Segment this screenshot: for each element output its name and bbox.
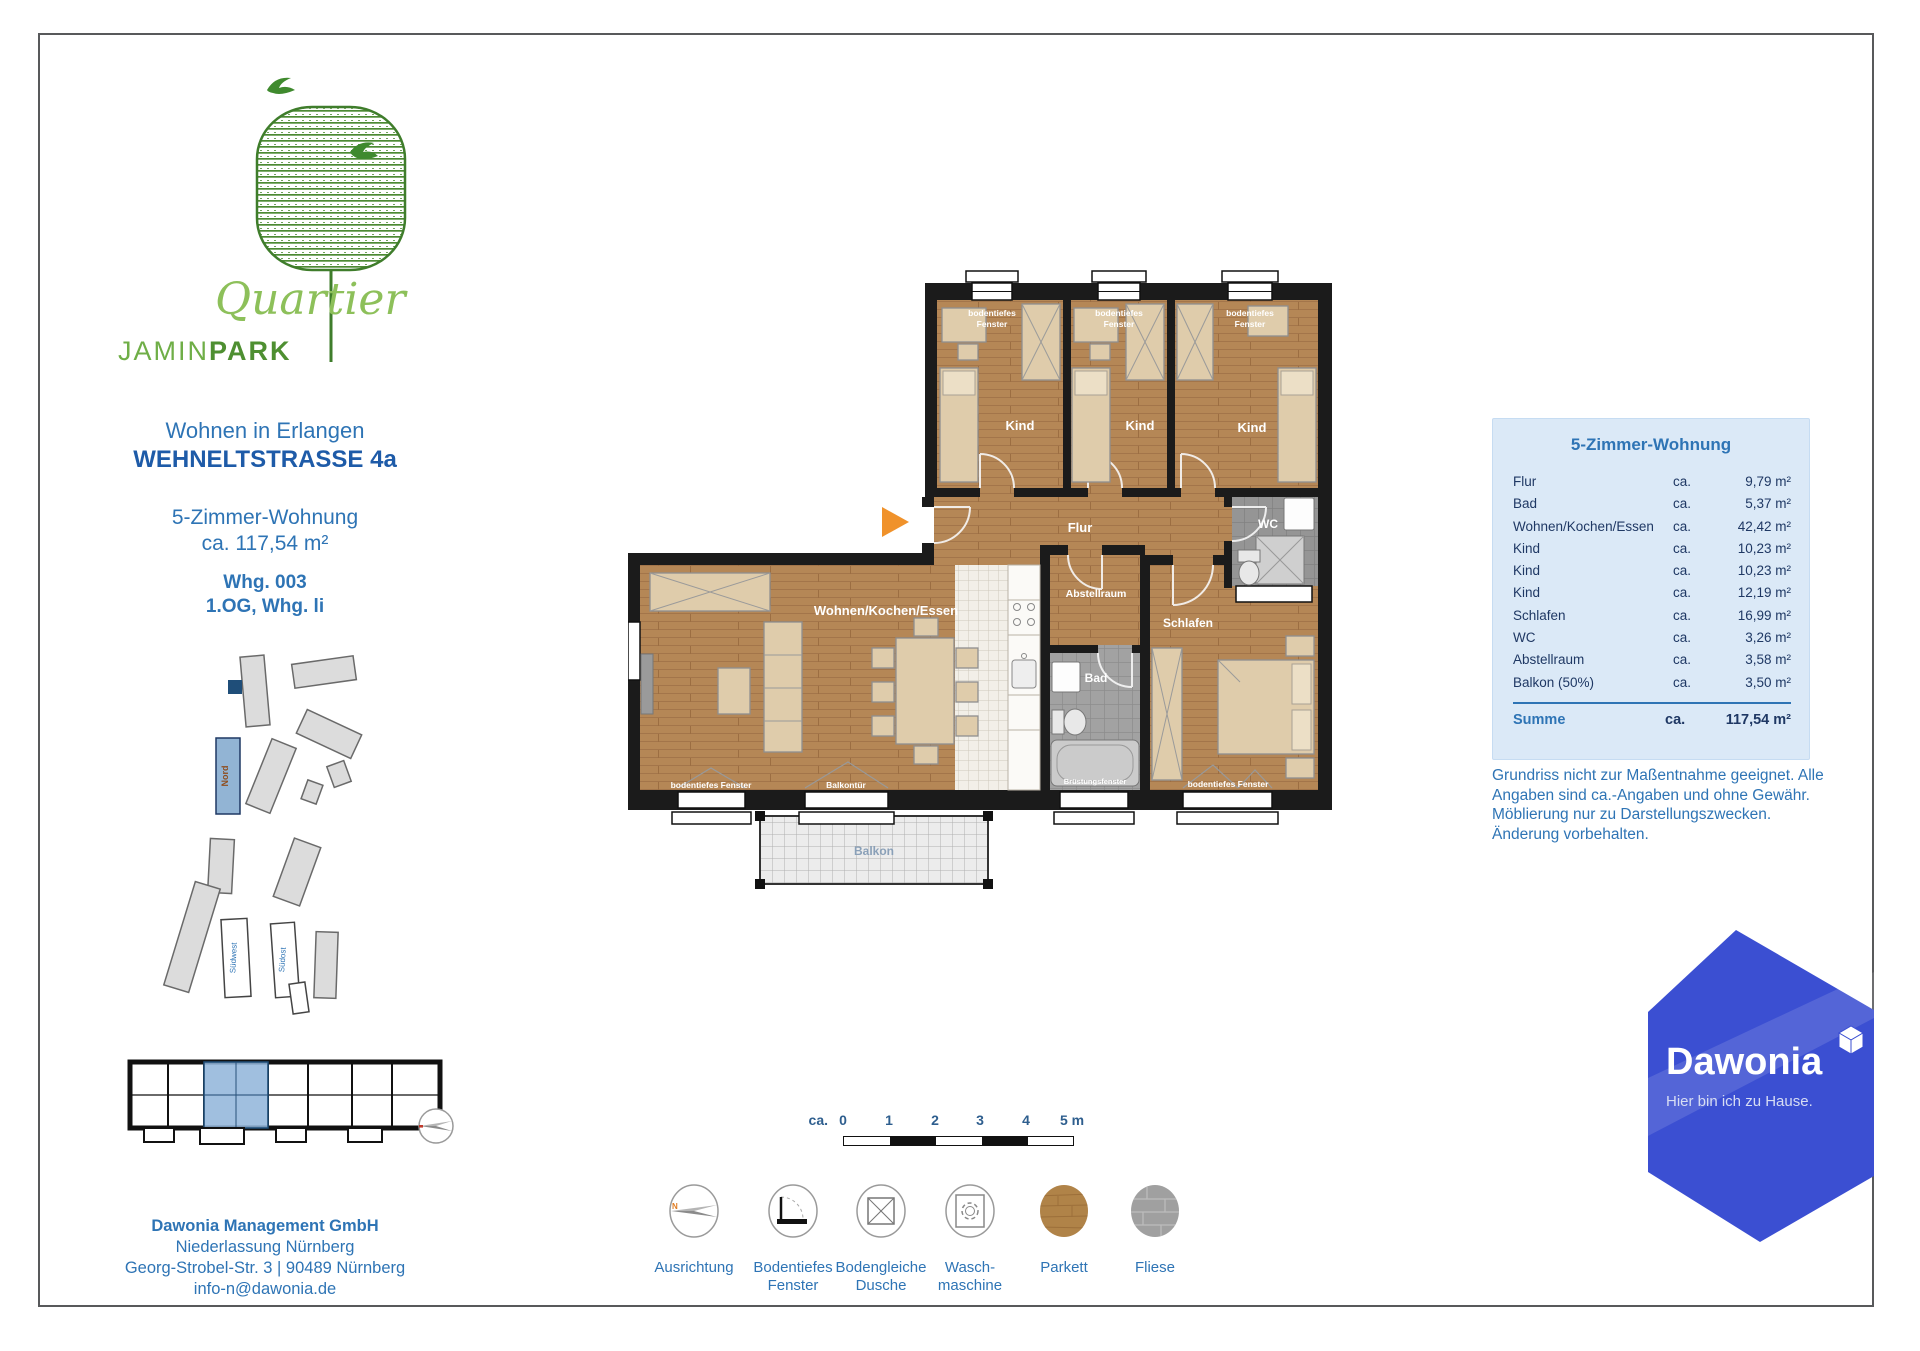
site-building-nord xyxy=(216,738,240,814)
table-row: Wohnen/Kochen/Essen ca. 42,42 m² xyxy=(1513,518,1791,534)
brand-name: Dawonia xyxy=(1666,1041,1823,1083)
branch-name: Niederlassung Nürnberg xyxy=(175,1238,355,1256)
dawonia-logo xyxy=(1648,926,1874,1242)
legend-item-bodentiefes-fenster: Bodentiefes Fenster xyxy=(733,1184,853,1295)
window-note: Balkontür xyxy=(826,780,866,790)
window-note: bodentiefes xyxy=(1226,308,1274,318)
window-note: Brüstungsfenster xyxy=(1063,777,1127,786)
logo-word-jamin: JAMIN xyxy=(118,336,209,366)
apartment-type: 5-Zimmer-Wohnung xyxy=(171,506,359,529)
legend-item-waschmaschine: Wasch- maschine xyxy=(910,1184,1030,1295)
window-note: bodentiefes xyxy=(1095,308,1143,318)
site-label-nord: Nord xyxy=(220,765,230,787)
svg-text:N: N xyxy=(672,1202,678,1211)
building-floor-overview xyxy=(100,1056,470,1148)
table-sum-row: Summe ca. 117,54 m² xyxy=(1513,711,1791,728)
room-label-flur: Flur xyxy=(1067,520,1093,535)
window-note: bodentiefes Fenster xyxy=(1187,779,1269,789)
scale-bar xyxy=(843,1136,1074,1146)
legend-item-bodengleiche-dusche: Bodengleiche Dusche xyxy=(821,1184,941,1295)
scalebar-tick: 0 xyxy=(839,1112,847,1128)
company-email: info-n@dawonia.de xyxy=(193,1280,337,1298)
floor-plan xyxy=(628,270,1338,890)
room-label-kind-3: Kind xyxy=(1237,420,1267,435)
room-label-abstellraum: Abstellraum xyxy=(1065,588,1127,600)
floor-info: 1.OG, Whg. li xyxy=(205,596,325,617)
table-row: Kind ca. 10,23 m² xyxy=(1513,563,1791,579)
table-row: Bad ca. 5,37 m² xyxy=(1513,496,1791,512)
legend-item-parkett: Parkett xyxy=(1004,1184,1124,1277)
window-note: bodentiefes xyxy=(968,308,1016,318)
window-note: Fenster xyxy=(976,319,1008,329)
site-marker-square xyxy=(228,680,242,694)
legend-item-ausrichtung: N Ausrichtung xyxy=(634,1184,754,1277)
site-label-suedwest: Südwest xyxy=(228,942,239,974)
scalebar-tick: 5 m xyxy=(1059,1112,1085,1128)
site-label-suedost: Südost xyxy=(277,947,288,973)
room-label-wc: WC xyxy=(1258,517,1278,531)
logo-script-text: Quartier xyxy=(215,274,406,325)
room-label-kind-2: Kind xyxy=(1125,418,1155,433)
room-label-kind-1: Kind xyxy=(1005,418,1035,433)
scalebar-tick: 4 xyxy=(1022,1112,1030,1128)
table-row: WC ca. 3,26 m² xyxy=(1513,630,1791,646)
shower-icon xyxy=(855,1184,907,1238)
area-table-title: 5-Zimmer-Wohnung xyxy=(1570,435,1732,454)
window-note: Fenster xyxy=(1234,319,1266,329)
disclaimer: Grundriss nicht zur Maßentnahme geeignet. Alle Angaben sind ca.-Angaben und ohne Gewähr. Möblierung nur zu Darstellungszwecken. Änderung vorbehalten. xyxy=(1492,767,1824,843)
room-label-wohnen: Wohnen/Kochen/Essen xyxy=(813,603,959,618)
table-row: Flur ca. 9,79 m² xyxy=(1513,474,1791,489)
scalebar-prefix: ca. xyxy=(808,1112,828,1128)
company-name: Dawonia Management GmbH xyxy=(151,1217,379,1235)
brand-tagline: Hier bin ich zu Hause. xyxy=(1666,1093,1813,1110)
logo-word-text xyxy=(118,336,338,367)
table-row: Balkon (50%) ca. 3,50 m² xyxy=(1513,674,1791,690)
table-row: Kind ca. 12,19 m² xyxy=(1513,585,1791,601)
entrance-arrow-icon xyxy=(882,507,909,537)
mini-compass-icon xyxy=(419,1109,453,1143)
bird-icon xyxy=(267,78,295,94)
intro-block xyxy=(95,418,435,618)
street-name: WEHNELTSTRASSE 4a xyxy=(133,446,397,473)
legend-item-fliese: Fliese xyxy=(1095,1184,1215,1277)
table-row: Kind ca. 10,23 m² xyxy=(1513,540,1791,556)
table-row: Schlafen ca. 16,99 m² xyxy=(1513,607,1791,623)
floor-window-icon xyxy=(767,1184,819,1238)
washing-machine-icon xyxy=(944,1184,996,1238)
scalebar-tick: 3 xyxy=(976,1112,984,1128)
room-label-schlafen: Schlafen xyxy=(1162,616,1214,630)
window-note: bodentiefes Fenster xyxy=(670,780,752,790)
logo-word-park: PARK xyxy=(209,336,292,366)
scalebar-tick: 1 xyxy=(885,1112,893,1128)
scalebar-tick: 2 xyxy=(931,1112,939,1128)
apartment-area: ca. 117,54 m² xyxy=(201,532,329,555)
site-plan xyxy=(150,648,400,1038)
kitchen-counter xyxy=(1008,565,1040,790)
site-building-suedwest xyxy=(221,918,251,997)
room-label-bad: Bad xyxy=(1084,671,1108,685)
address-block xyxy=(95,1216,435,1300)
area-table xyxy=(1492,418,1810,760)
table-row: Abstellraum ca. 3,58 m² xyxy=(1513,652,1791,668)
city-line: Wohnen in Erlangen xyxy=(165,418,365,443)
room-label-balkon: Balkon xyxy=(853,844,895,858)
parquet-swatch xyxy=(1038,1184,1090,1238)
compass-icon xyxy=(668,1184,720,1238)
tile-swatch xyxy=(1129,1184,1181,1238)
company-street: Georg-Strobel-Str. 3 | 90489 Nürnberg xyxy=(124,1259,406,1277)
unit-number: Whg. 003 xyxy=(223,572,307,593)
window-note: Fenster xyxy=(1103,319,1135,329)
tree-crown xyxy=(257,107,405,270)
